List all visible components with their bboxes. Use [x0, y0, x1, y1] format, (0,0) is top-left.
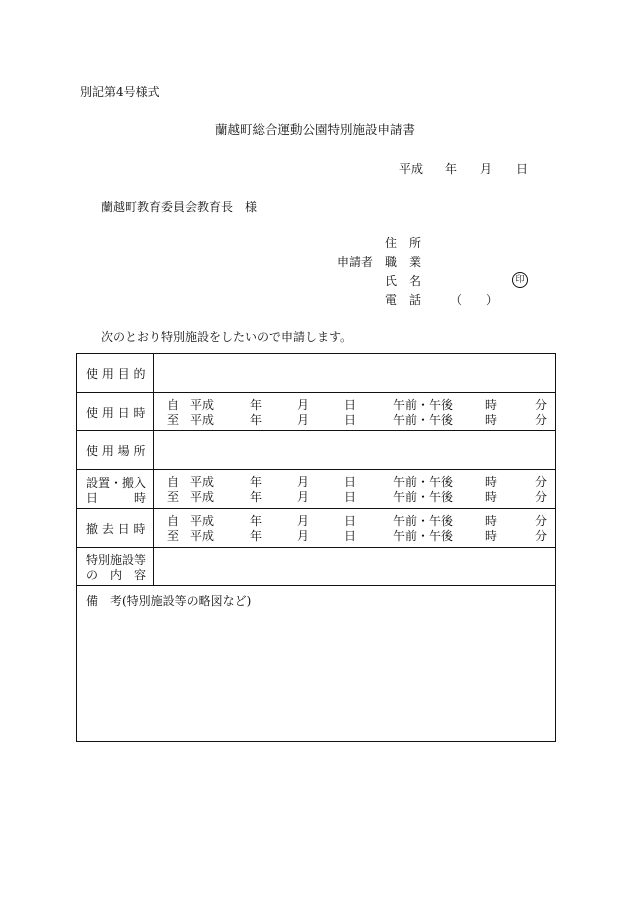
seal-mark: 印: [512, 272, 528, 288]
minute-label: 分: [535, 413, 548, 427]
row-place: [77, 430, 555, 469]
date-year-unit: 年: [445, 162, 458, 176]
minute-label: 分: [535, 398, 548, 412]
name-label: 氏 名: [385, 274, 422, 288]
month-label: 月: [297, 398, 310, 412]
era-label: 平成: [190, 529, 215, 543]
application-form-table: [76, 353, 556, 742]
era-label: 平成: [190, 413, 215, 427]
day-label: 日: [344, 475, 357, 489]
date-month-unit: 月: [480, 162, 493, 176]
year-label: 年: [250, 514, 263, 528]
day-label: 日: [344, 490, 357, 504]
place-label: 使 用 場 所: [86, 444, 146, 458]
page-title: 蘭越町総合運動公園特別施設申請書: [214, 122, 415, 137]
ampm-label: 午前・午後: [393, 475, 454, 489]
era-label: 平成: [190, 514, 215, 528]
hour-label: 時: [485, 475, 498, 489]
day-label: 日: [344, 398, 357, 412]
era-label: 平成: [190, 475, 215, 489]
era-label: 平成: [190, 490, 215, 504]
hour-label: 時: [485, 490, 498, 504]
from-label: 自: [167, 514, 180, 528]
form-number: 別記第4号様式: [80, 85, 160, 99]
remarks-label: 備 考(特別施設等の略図など): [86, 594, 252, 608]
year-label: 年: [250, 529, 263, 543]
phone-label: 電 話: [385, 293, 422, 307]
purpose-label-cell: [77, 354, 154, 392]
day-label: 日: [344, 514, 357, 528]
purpose-label: 使 用 目 的: [86, 367, 146, 381]
install-label-line2: 日 時: [86, 491, 147, 505]
day-label: 日: [344, 413, 357, 427]
date-era: 平成: [399, 162, 424, 176]
to-label: 至: [167, 413, 180, 427]
month-label: 月: [297, 529, 310, 543]
place-label-cell: [77, 431, 154, 469]
content-label-cell: [77, 548, 154, 585]
occupation-label: 職 業: [385, 255, 422, 269]
ampm-label: 午前・午後: [393, 490, 454, 504]
removal-datetime-label-cell: [77, 509, 154, 547]
day-label: 日: [344, 529, 357, 543]
minute-label: 分: [535, 529, 548, 543]
minute-label: 分: [535, 514, 548, 528]
row-usage-datetime: [77, 392, 555, 430]
minute-label: 分: [535, 475, 548, 489]
install-label-line1: 設置・搬入: [86, 476, 147, 490]
intro-text: 次のとおり特別施設をしたいので申請します。: [101, 330, 353, 344]
hour-label: 時: [485, 398, 498, 412]
from-label: 自: [167, 475, 180, 489]
removal-datetime-label: 撤 去 日 時: [86, 522, 146, 536]
from-label: 自: [167, 398, 180, 412]
month-label: 月: [297, 475, 310, 489]
month-label: 月: [297, 413, 310, 427]
era-label: 平成: [190, 398, 215, 412]
row-remarks: [77, 585, 555, 741]
ampm-label: 午前・午後: [393, 514, 454, 528]
hour-label: 時: [485, 514, 498, 528]
minute-label: 分: [535, 490, 548, 504]
to-label: 至: [167, 529, 180, 543]
to-label: 至: [167, 490, 180, 504]
ampm-label: 午前・午後: [393, 529, 454, 543]
year-label: 年: [250, 475, 263, 489]
usage-datetime-label-cell: [77, 393, 154, 430]
install-datetime-label-cell: [77, 470, 154, 508]
address-label: 住 所: [385, 236, 422, 250]
year-label: 年: [250, 413, 263, 427]
hour-label: 時: [485, 529, 498, 543]
usage-datetime-label: 使 用 日 時: [86, 406, 146, 420]
addressee: 蘭越町教育委員会教育長 様: [101, 200, 258, 214]
phone-parentheses: （ ）: [450, 293, 499, 307]
row-removal-datetime: [77, 508, 555, 547]
year-label: 年: [250, 490, 263, 504]
content-label-line1: 特別施設等: [86, 553, 147, 567]
year-label: 年: [250, 398, 263, 412]
date-day-unit: 日: [516, 162, 529, 176]
ampm-label: 午前・午後: [393, 413, 454, 427]
applicant-label: 申請者: [337, 255, 374, 269]
hour-label: 時: [485, 413, 498, 427]
content-label-line2: の 内 容: [86, 568, 147, 582]
row-install-datetime: [77, 469, 555, 508]
ampm-label: 午前・午後: [393, 398, 454, 412]
row-purpose: [77, 354, 555, 392]
month-label: 月: [297, 490, 310, 504]
row-content: [77, 547, 555, 585]
month-label: 月: [297, 514, 310, 528]
